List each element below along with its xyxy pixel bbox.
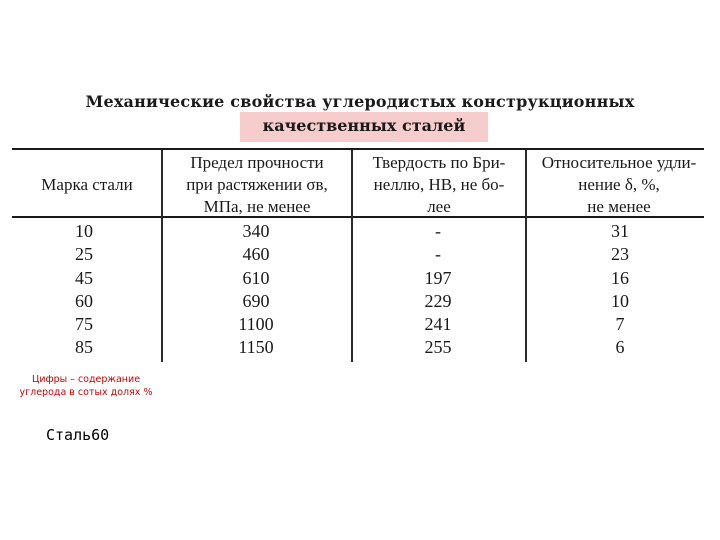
strength-cell: 690 xyxy=(242,290,270,311)
grade-cell: 75 xyxy=(75,314,93,335)
column-divider xyxy=(525,150,527,362)
strength-cell: 460 xyxy=(242,244,270,265)
header-elongation-line: нение δ, %, xyxy=(578,175,660,194)
steel-grade-label: Сталь60 xyxy=(46,426,110,444)
elongation-cell: 10 xyxy=(611,290,629,311)
header-grade-text: Марка стали xyxy=(41,175,133,194)
carbon-note: Цифры – содержание углерода в сотых долях % xyxy=(19,374,153,398)
elongation-cell: 6 xyxy=(615,337,625,358)
table-top-rule xyxy=(12,148,704,150)
strength-column xyxy=(206,220,306,360)
header-hardness xyxy=(354,152,524,218)
hardness-cell: 241 xyxy=(424,314,452,335)
table-title-line2: качественных сталей xyxy=(262,116,466,135)
header-elongation-line: не менее xyxy=(587,197,651,216)
table-title-line1: Механические свойства углеродистых конструкционных xyxy=(85,92,635,111)
header-strength-line: МПа, не менее xyxy=(203,197,311,216)
header-hardness-line: Твердость по Бри- xyxy=(372,153,506,172)
header-hardness-line: лее xyxy=(427,197,451,216)
hardness-cell: 197 xyxy=(424,267,452,288)
hardness-cell: - xyxy=(435,221,441,241)
strength-cell: 1100 xyxy=(238,314,274,335)
hardness-cell: 229 xyxy=(424,290,452,311)
grade-cell: 10 xyxy=(75,221,93,241)
hardness-cell: 255 xyxy=(424,337,452,358)
header-grade xyxy=(14,174,160,196)
elongation-cell: 23 xyxy=(611,244,629,265)
header-strength-line: Предел прочности xyxy=(190,153,324,172)
elongation-cell: 7 xyxy=(615,314,625,335)
strength-cell: 340 xyxy=(242,221,270,241)
header-hardness-line: неллю, НВ, не бо- xyxy=(373,175,505,194)
grade-cell: 25 xyxy=(75,244,93,265)
header-elongation xyxy=(528,152,710,218)
column-divider xyxy=(161,150,163,362)
elongation-cell: 16 xyxy=(611,267,629,288)
header-strength-line: при растяжении σв, xyxy=(186,175,328,194)
column-divider xyxy=(351,150,353,362)
grade-cell: 45 xyxy=(75,267,93,288)
hardness-column xyxy=(388,220,488,360)
strength-cell: 1150 xyxy=(238,337,274,358)
grade-cell: 60 xyxy=(75,290,93,311)
strength-cell: 610 xyxy=(242,267,270,288)
grade-cell: 85 xyxy=(75,337,93,358)
elongation-column xyxy=(580,220,660,360)
hardness-cell: - xyxy=(435,244,441,265)
grade-column xyxy=(44,220,124,360)
header-strength xyxy=(164,152,350,218)
elongation-cell: 31 xyxy=(611,221,629,241)
header-elongation-line: Относительное удли- xyxy=(541,153,697,172)
